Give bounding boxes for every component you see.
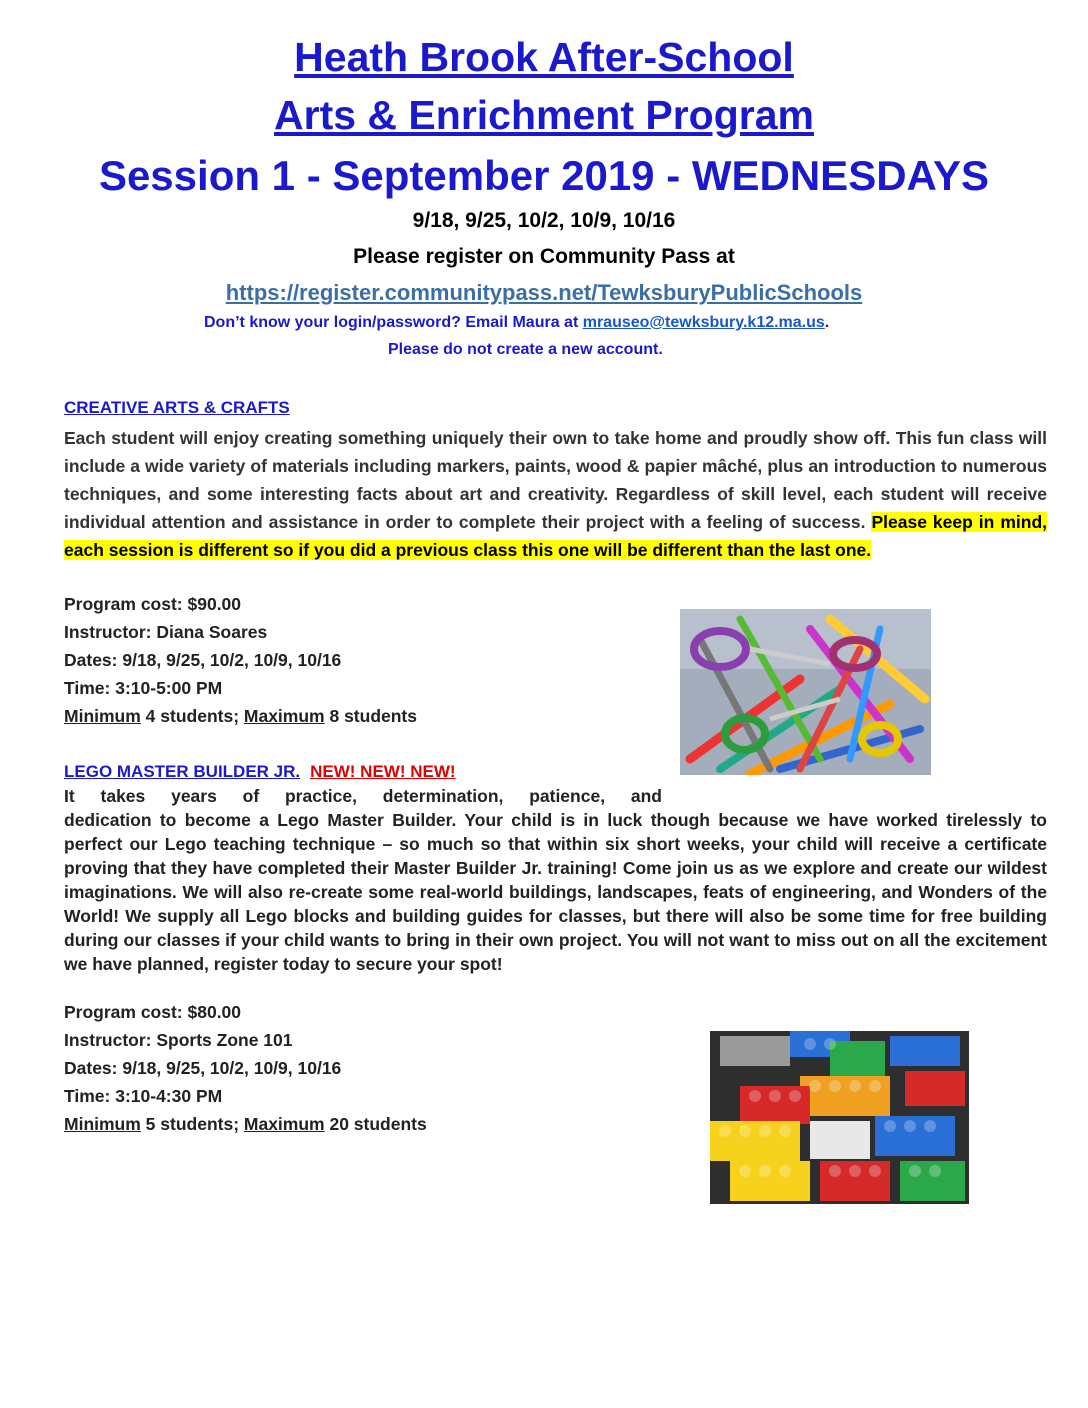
arts-crafts-description bbox=[64, 424, 1047, 564]
login-help-text: Don’t know your login/password? Email Maura at bbox=[204, 314, 583, 331]
arts-crafts-details bbox=[64, 590, 417, 730]
lego-bricks-photo bbox=[710, 1031, 969, 1204]
class-time: Time: 3:10-4:30 PM bbox=[64, 1086, 223, 1106]
instructor: Instructor: Diana Soares bbox=[64, 622, 268, 642]
maximum-text: 8 students bbox=[324, 706, 417, 726]
program-cost: Program cost: $80.00 bbox=[64, 1002, 242, 1022]
enrollment-limits bbox=[64, 702, 417, 730]
enrollment-limits bbox=[64, 1110, 427, 1138]
minimum-label: Minimum bbox=[64, 1114, 141, 1134]
arts-crafts-description-text: Each student will enjoy creating something uniquely their own to take home and proudly show off. This fun class will include a wide variety of materials including markers, paints, wood & papier mâché, plus an introduction to numerous techniques, and some interesting facts about art and creativity. Regardless of skill level, each student will receive individual attention and assistance in order to complete their project with a feeling of success. bbox=[64, 428, 1047, 532]
new-badge: NEW! NEW! NEW! bbox=[310, 762, 456, 781]
lego-description-first-line: It takes years of practice, determination, patience, and bbox=[64, 786, 662, 806]
program-cost: Program cost: $90.00 bbox=[64, 594, 242, 614]
register-url-link[interactable]: https://register.communitypass.net/TewksburyPublicSchools bbox=[225, 280, 863, 305]
minimum-text: 4 students; bbox=[140, 706, 244, 726]
login-help-suffix: . bbox=[824, 314, 830, 331]
minimum-label: Minimum bbox=[64, 706, 141, 726]
maximum-text: 20 students bbox=[324, 1114, 427, 1134]
maximum-label: Maximum bbox=[243, 706, 325, 726]
section-heading-arts-crafts: CREATIVE ARTS & CRAFTS bbox=[64, 398, 290, 417]
email-link[interactable]: mrauseo@tewksbury.k12.ma.us bbox=[582, 314, 825, 331]
art-supplies-photo bbox=[680, 609, 931, 775]
highlighted-note: Please keep in mind, each session is different so if you did a previous class this one will be different than the last one. bbox=[64, 512, 1047, 560]
instructor: Instructor: Sports Zone 101 bbox=[64, 1030, 293, 1050]
title-line-1: Heath Brook After-School bbox=[294, 34, 794, 80]
register-instruction: Please register on Community Pass at bbox=[353, 245, 735, 268]
lego-description: dedication to become a Lego Master Builder. Your child is in luck though because we have worked tirelessly to perfect our Lego teaching technique – so much so that within six short weeks, your child will receive a certificate proving that they have completed their Master Builder Jr. training! Come join us as we explore and create our wildest imaginations. We will also re-create some real-world buildings, landscapes, feats of engineering, and Wonders of the World! We supply all Lego blocks and building guides for classes, but there will also be some time for free building during our classes if your child wants to bring in their own project. You will not want to miss out on all the excitement we have planned, register today to secure your spot! bbox=[64, 810, 1047, 974]
no-account-note: Please do not create a new account. bbox=[388, 341, 663, 358]
class-time: Time: 3:10-5:00 PM bbox=[64, 678, 223, 698]
title-line-2: Arts & Enrichment Program bbox=[274, 92, 814, 138]
maximum-label: Maximum bbox=[243, 1114, 325, 1134]
title-line-3: Session 1 - September 2019 - WEDNESDAYS bbox=[98, 152, 990, 199]
login-help bbox=[204, 314, 829, 332]
register-url-container bbox=[0, 280, 1088, 306]
class-dates: Dates: 9/18, 9/25, 10/2, 10/9, 10/16 bbox=[64, 650, 342, 670]
lego-details bbox=[64, 998, 427, 1138]
session-dates: 9/18, 9/25, 10/2, 10/9, 10/16 bbox=[412, 209, 676, 232]
class-dates: Dates: 9/18, 9/25, 10/2, 10/9, 10/16 bbox=[64, 1058, 342, 1078]
lego-heading-text: LEGO MASTER BUILDER JR. bbox=[64, 762, 301, 781]
minimum-text: 5 students; bbox=[140, 1114, 244, 1134]
section-heading-lego bbox=[64, 762, 456, 782]
